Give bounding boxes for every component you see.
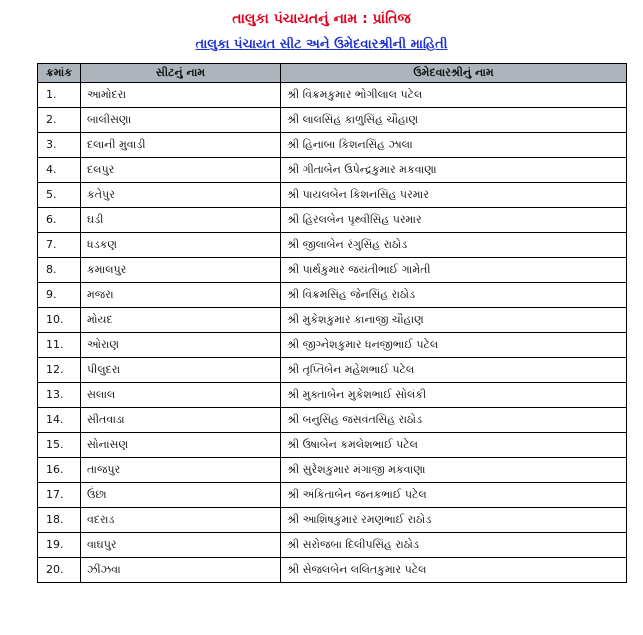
seat-name-cell: ઉંછા	[81, 483, 281, 508]
serial-cell: 16.	[38, 458, 81, 483]
table-row	[38, 433, 627, 458]
candidate-name-cell: શ્રી મુક્તાબેન મુકેશભાઈ સોલંકી	[281, 383, 627, 408]
table-row	[38, 483, 627, 508]
table-header-row	[38, 64, 627, 83]
serial-cell: 9.	[38, 283, 81, 308]
candidate-name-cell: શ્રી તૃપ્તિબેન મહેશભાઈ પટેલ	[281, 358, 627, 383]
serial-cell: 18.	[38, 508, 81, 533]
seat-name-cell: મોયદ	[81, 308, 281, 333]
header-candidate-name: ઉમેદવારશ્રીનું નામ	[281, 64, 627, 83]
candidate-name-cell: શ્રી હિનાબા કિશનસિંહ ઝાલા	[281, 133, 627, 158]
header-serial: ક્રમાંક	[38, 64, 81, 83]
table-row	[38, 208, 627, 233]
serial-cell: 3.	[38, 133, 81, 158]
serial-cell: 12.	[38, 358, 81, 383]
serial-cell: 13.	[38, 383, 81, 408]
table-row	[38, 133, 627, 158]
candidate-name-cell: શ્રી સરોજબા દિલીપસિંહ રાઠોડ	[281, 533, 627, 558]
serial-cell: 2.	[38, 108, 81, 133]
candidate-name-cell: શ્રી આશિષકુમાર રમણભાઈ રાઠોડ	[281, 508, 627, 533]
serial-cell: 15.	[38, 433, 81, 458]
serial-cell: 19.	[38, 533, 81, 558]
candidate-name-cell: શ્રી સેજલબેન લલિતકુમાર પટેલ	[281, 558, 627, 583]
page-title: તાલુકા પંચાયતનું નામ : પ્રાંતિજ	[232, 11, 411, 27]
table-row	[38, 158, 627, 183]
serial-cell: 7.	[38, 233, 81, 258]
serial-cell: 6.	[38, 208, 81, 233]
serial-cell: 8.	[38, 258, 81, 283]
candidate-name-cell: શ્રી મુકેશકુમાર કાનાજી ચૌહાણ	[281, 308, 627, 333]
table-row	[38, 508, 627, 533]
seat-name-cell: વાઘપુર	[81, 533, 281, 558]
seat-name-cell: કતેપુર	[81, 183, 281, 208]
candidate-name-cell: શ્રી ઉષાબેન કમલેશભાઈ પટેલ	[281, 433, 627, 458]
seat-name-cell: સોનાસણ	[81, 433, 281, 458]
table-row	[38, 83, 627, 108]
candidate-name-cell: શ્રી સુરેશકુમાર મંગાજી મકવાણા	[281, 458, 627, 483]
table-row	[38, 308, 627, 333]
seat-name-cell: સલાલ	[81, 383, 281, 408]
table-row	[38, 258, 627, 283]
header-seat-name: સીટનું નામ	[81, 64, 281, 83]
table-row	[38, 533, 627, 558]
serial-cell: 10.	[38, 308, 81, 333]
seat-name-cell: સીતવાડા	[81, 408, 281, 433]
seat-name-cell: ઝીંઝવા	[81, 558, 281, 583]
serial-cell: 4.	[38, 158, 81, 183]
table-row	[38, 458, 627, 483]
seat-name-cell: ઘડી	[81, 208, 281, 233]
seat-name-cell: ઓરાણ	[81, 333, 281, 358]
table-row	[38, 408, 627, 433]
table-row	[38, 108, 627, 133]
seat-name-cell: મજરા	[81, 283, 281, 308]
candidate-name-cell: શ્રી જીગ્નેશકુમાર ધનજીભાઈ પટેલ	[281, 333, 627, 358]
seat-name-cell: દલાની મુવાડી	[81, 133, 281, 158]
candidate-name-cell: શ્રી બનુસિંહ જસવંતસિંહ રાઠોડ	[281, 408, 627, 433]
serial-cell: 1.	[38, 83, 81, 108]
seat-name-cell: દલપુર	[81, 158, 281, 183]
seat-name-cell: બાલીસણા	[81, 108, 281, 133]
seat-name-cell: વદરાડ	[81, 508, 281, 533]
seat-name-cell: આમોદરા	[81, 83, 281, 108]
table-row	[38, 283, 627, 308]
serial-cell: 20.	[38, 558, 81, 583]
serial-cell: 14.	[38, 408, 81, 433]
seat-name-cell: પીલુદરા	[81, 358, 281, 383]
candidate-name-cell: શ્રી પાયલબેન કિશનસિંહ પરમાર	[281, 183, 627, 208]
seat-name-cell: કમાલપુર	[81, 258, 281, 283]
page-subtitle: તાલુકા પંચાયત સીટ અને ઉમેદવારશ્રીની માહિતી	[195, 37, 448, 52]
candidate-name-cell: શ્રી વિક્રમસિંહ જેનસિંહ રાઠોડ	[281, 283, 627, 308]
table-body	[38, 83, 627, 583]
candidate-name-cell: શ્રી લાલસિંહ કાળુસિંહ ચૌહાણ	[281, 108, 627, 133]
table-row	[38, 333, 627, 358]
table-row	[38, 233, 627, 258]
candidate-table	[37, 63, 627, 583]
serial-cell: 11.	[38, 333, 81, 358]
seat-name-cell: ધડકણ	[81, 233, 281, 258]
candidate-name-cell: શ્રી વિક્રમકુમાર ભોગીલાલ પટેલ	[281, 83, 627, 108]
candidate-name-cell: શ્રી ગીતાબેન ઉપેન્દ્રકુમાર મકવાણા	[281, 158, 627, 183]
serial-cell: 5.	[38, 183, 81, 208]
table-row	[38, 183, 627, 208]
table-row	[38, 383, 627, 408]
table-row	[38, 358, 627, 383]
candidate-name-cell: શ્રી જીલાબેન રંગુસિંહ રાઠોડ	[281, 233, 627, 258]
table-row	[38, 558, 627, 583]
serial-cell: 17.	[38, 483, 81, 508]
seat-name-cell: તાજપુર	[81, 458, 281, 483]
candidate-name-cell: શ્રી પાર્થકુમાર જયંતીભાઈ ગામેતી	[281, 258, 627, 283]
candidate-name-cell: શ્રી હિરલબેન પૃથ્વીસિંહ પરમાર	[281, 208, 627, 233]
candidate-name-cell: શ્રી અંકિતાબેન જનકભાઈ પટેલ	[281, 483, 627, 508]
